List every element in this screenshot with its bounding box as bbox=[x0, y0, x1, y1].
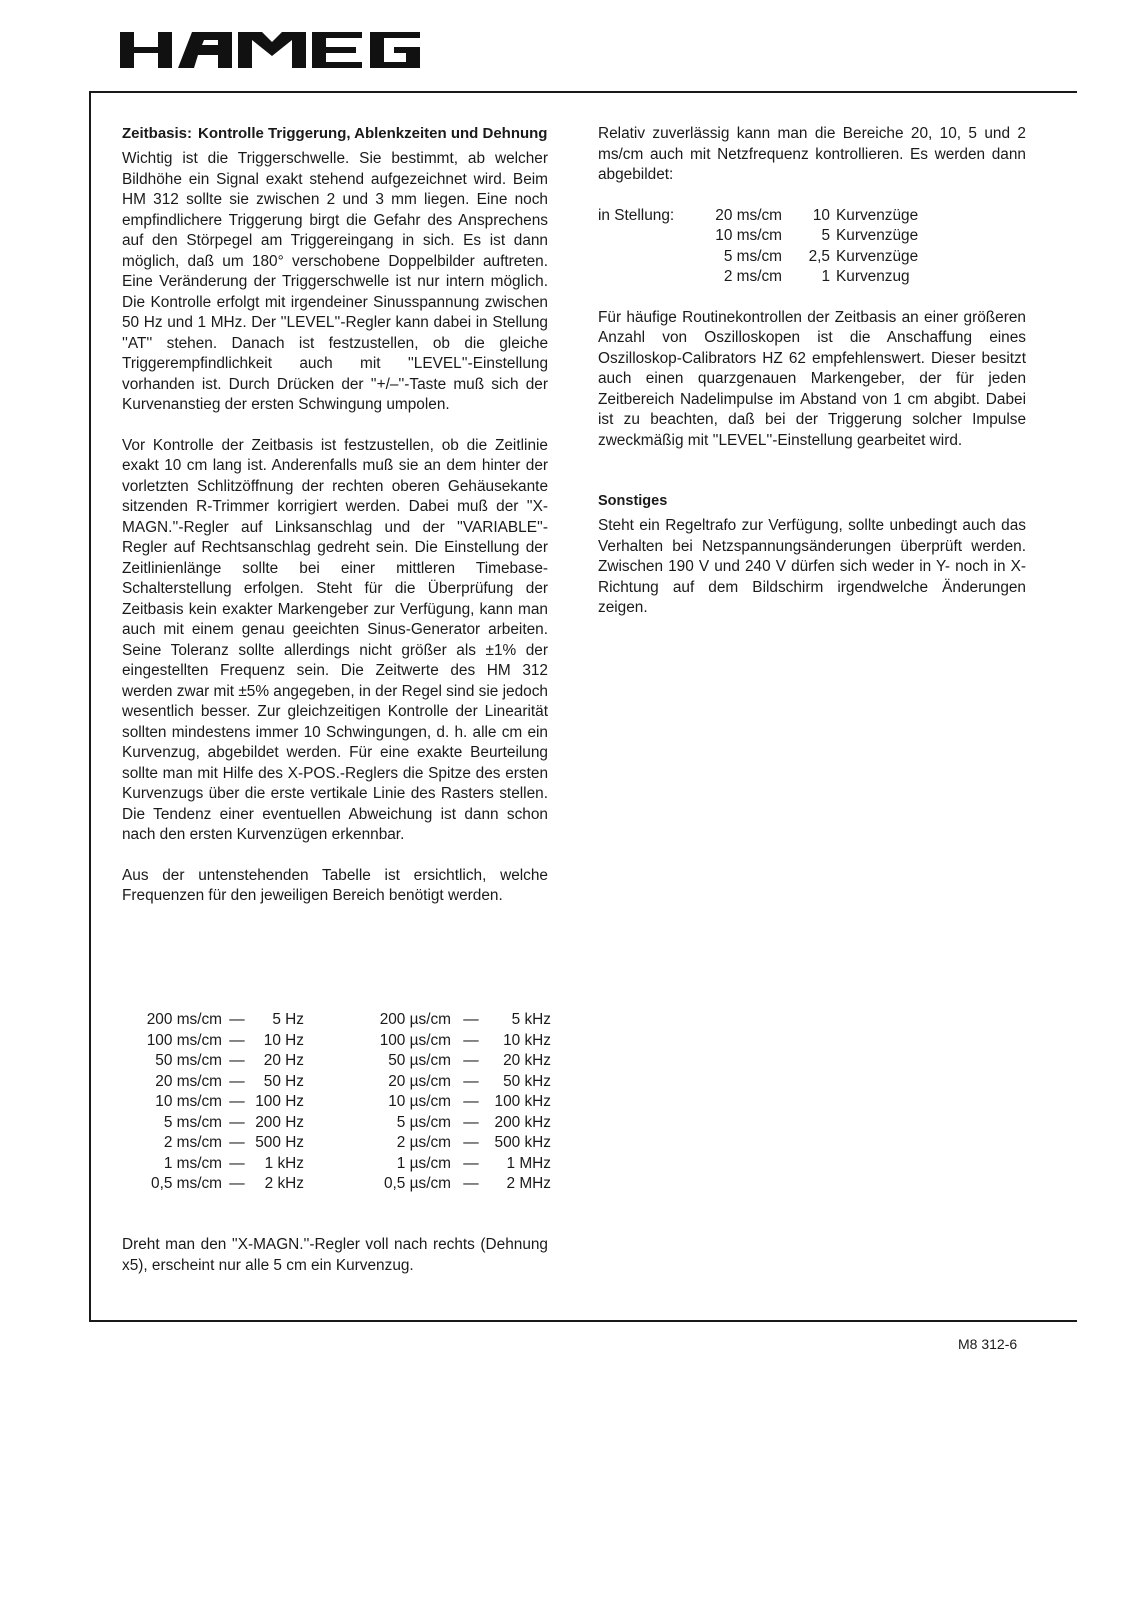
hameg-logo-icon bbox=[120, 32, 456, 68]
frequency-khz: 500 kHz bbox=[494, 1134, 551, 1151]
frequency-khz: 5 kHz bbox=[511, 1011, 551, 1028]
frequency-hz: 2 kHz bbox=[264, 1175, 304, 1192]
frequency-table bbox=[128, 1010, 551, 1195]
frequency-hz: 20 Hz bbox=[263, 1052, 304, 1069]
dash: — bbox=[229, 1093, 245, 1110]
timebase-us: 50 µs/cm bbox=[388, 1052, 451, 1069]
paragraph-x-magn: Dreht man den ''X-MAGN.''-Regler voll nach rechts (Dehnung x5), erscheint nur alle 5 cm ein Kurvenzug. bbox=[122, 1236, 548, 1274]
paragraph-netzfrequenz: Relativ zuverlässig kann man die Bereiche 20, 10, 5 und 2 ms/cm auch mit Netzfrequenz kontrollieren. Es werden dann abgebildet: bbox=[598, 125, 1026, 183]
timebase-ms: 200 ms/cm bbox=[146, 1011, 222, 1028]
timebase-ms: 2 ms/cm bbox=[163, 1134, 222, 1151]
paragraph-tabelle-intro: Aus der untenstehenden Tabelle ist ersichtlich, welche Frequenzen für den jeweiligen Bereich benötigt werden. bbox=[122, 866, 548, 904]
table-row bbox=[704, 206, 918, 227]
frequency-hz: 10 Hz bbox=[263, 1031, 304, 1049]
frequency-khz: 50 kHz bbox=[503, 1072, 551, 1090]
dash: — bbox=[229, 1052, 245, 1069]
stellung-unit: Kurvenzüge bbox=[836, 206, 919, 224]
dash: — bbox=[463, 1154, 479, 1172]
table-row bbox=[128, 1072, 551, 1093]
frequency-khz: 10 kHz bbox=[503, 1031, 551, 1049]
table-row bbox=[704, 226, 918, 247]
table-row bbox=[128, 1133, 551, 1154]
timebase-us: 10 µs/cm bbox=[388, 1093, 451, 1110]
dash: — bbox=[229, 1134, 245, 1151]
hameg-logo bbox=[120, 32, 456, 68]
stellung-setting: 20 ms/cm bbox=[715, 206, 782, 224]
paragraph-calibrator: Für häufige Routinekontrollen der Zeitbasis an einer größeren Anzahl von Oszilloskopen ist die Anschaffung eines Oszilloskop-Calibrators HZ 62 empfehlenswert. Dieser besitzt auch einen quarzgenauen Markengeber, der für jeden Zeitbereich Nadelimpulse im Abstand von 1 cm abgibt. Dabei ist zu beachten, daß bei der Triggerung solcher Impulse zweckmäßig mit ''LEVEL''-Einstellung gearbeitet wird. bbox=[598, 308, 1026, 449]
dash: — bbox=[463, 1113, 479, 1131]
frequency-khz: 1 MHz bbox=[506, 1154, 551, 1172]
frequency-hz: 200 Hz bbox=[255, 1113, 304, 1131]
frequency-hz: 50 Hz bbox=[263, 1072, 304, 1090]
right-column bbox=[598, 124, 1026, 619]
stellung-unit: Kurvenzüge bbox=[836, 247, 919, 265]
stellung-count: 1 bbox=[821, 268, 830, 285]
table-row bbox=[704, 267, 918, 288]
dash: — bbox=[229, 1175, 245, 1192]
frequency-hz: 500 Hz bbox=[255, 1134, 304, 1151]
timebase-us: 0,5 µs/cm bbox=[383, 1175, 451, 1192]
timebase-ms: 50 ms/cm bbox=[155, 1052, 222, 1069]
dash: — bbox=[463, 1011, 479, 1028]
paragraph-triggerschwelle: Wichtig ist die Triggerschwelle. Sie bestimmt, ab welcher Bildhöhe ein Signal exakt stehend aufgezeichnet wird. Beim HM 312 sollte sie zwischen 2 und 3 mm liegen. Eine noch empfindlichere Triggerung birgt die Gefahr des Ansprechens auf den Störpegel am Triggereingang in sich. Es ist dann möglich, daß um 180° verschobene Doppelbilder auftreten. Eine Veränderung der Triggerschwelle ist nur intern möglich. Die Kontrolle erfolgt mit irgendeiner Sinusspannung zwischen 50 Hz und 1 MHz. Der ''LEVEL''-Regler kann dabei in Stellung ''AT'' stehen. Danach ist festzustellen, ob die gleiche Triggerempfindlichkeit auch mit ''LEVEL''-Einstellung vorhanden ist. Durch Drücken der ''+/–''-Taste muß sich der Kurvenanstieg der ersten Schwingung umpolen. bbox=[122, 150, 548, 413]
paragraph-zeitbasis-kontrolle: Vor Kontrolle der Zeitbasis ist festzustellen, ob die Zeitlinie exakt 10 cm lang ist. Anderenfalls muß sie an dem hinter der vorletzten Schlitzöffnung der rechten oberen Gehäusekante sitzenden R-Trimmer korrigiert werden. Dabei muß der ''X-MAGN.''-Regler auf Linksanschlag und der ''VARIABLE''-Regler auf Rechtsanschlag gedreht sein. Die Einstellung der Zeitlinienlänge sollte bei einer mittleren Timebase-Schalterstellung erfolgen. Steht für die Überprüfung der Zeitbasis kein exakter Markengeber zur Verfügung, kann man auch mit einem genau geeichten Sinus-Generator arbeiten. Seine Toleranz sollte allerdings nicht größer als ±1% der eingestellten Frequenz sein. Die Zeitwerte des HM 312 werden zwar mit ±5% angegeben, in der Regel sind sie jedoch wesentlich besser. Zur gleichzeitigen Kontrolle der Linearität sollten mindestens immer 10 Schwingungen, d. h. alle cm ein Kurvenzug, abgebildet werden. Für eine exakte Beurteilung sollte man mit Hilfe des X-POS.-Reglers die Spitze des ersten Kurvenzugs über die erste vertikale Linie des Rasters stellen. Die Tendenz einer eventuellen Abweichung ist dann schon nach den ersten Kurvenzügen erkennbar. bbox=[122, 436, 548, 843]
frequency-khz: 200 kHz bbox=[494, 1113, 551, 1131]
table-row bbox=[128, 1174, 551, 1195]
frequency-khz: 2 MHz bbox=[506, 1175, 551, 1192]
timebase-ms: 1 ms/cm bbox=[163, 1154, 222, 1172]
table-row bbox=[128, 1154, 551, 1175]
stellung-label: in Stellung: bbox=[598, 206, 675, 224]
frame-bottom-rule bbox=[89, 1320, 1077, 1322]
table-row bbox=[128, 1031, 551, 1052]
timebase-ms: 10 ms/cm bbox=[155, 1093, 222, 1110]
frequency-hz: 100 Hz bbox=[255, 1093, 304, 1110]
frame-left-rule bbox=[89, 91, 91, 1321]
page-code: M8 312-6 bbox=[958, 1336, 1018, 1352]
timebase-us: 2 µs/cm bbox=[396, 1134, 451, 1151]
closing-block bbox=[122, 1235, 548, 1276]
timebase-us: 200 µs/cm bbox=[379, 1011, 451, 1028]
dash: — bbox=[463, 1093, 479, 1110]
timebase-ms: 20 ms/cm bbox=[155, 1072, 222, 1090]
paragraph-sonstiges: Steht ein Regeltrafo zur Verfügung, sollte unbedingt auch das Verhalten bei Netzspannungsänderungen überprüft werden. Zwischen 190 V und 240 V dürfen sich weder in Y- noch in X-Richtung auf dem Bildschirm irgendwelche Änderungen zeigen. bbox=[598, 517, 1026, 616]
stellung-unit: Kurvenzug bbox=[836, 268, 910, 285]
left-column bbox=[122, 124, 548, 907]
stellung-setting: 10 ms/cm bbox=[715, 227, 782, 244]
dash: — bbox=[463, 1031, 479, 1049]
stellung-count: 5 bbox=[821, 227, 830, 244]
table-row bbox=[128, 1092, 551, 1113]
table-row bbox=[128, 1010, 551, 1031]
frame-top-rule bbox=[89, 91, 1077, 93]
dash: — bbox=[229, 1154, 245, 1172]
dash: — bbox=[463, 1175, 479, 1192]
dash: — bbox=[463, 1052, 479, 1069]
frequency-khz: 20 kHz bbox=[503, 1052, 551, 1069]
stellung-setting: 5 ms/cm bbox=[723, 247, 782, 265]
table-row bbox=[704, 247, 918, 268]
dash: — bbox=[463, 1134, 479, 1151]
timebase-us: 1 µs/cm bbox=[396, 1154, 451, 1172]
dash: — bbox=[229, 1031, 245, 1049]
dash: — bbox=[229, 1113, 245, 1131]
dash: — bbox=[229, 1072, 245, 1090]
stellung-count: 10 bbox=[812, 206, 830, 224]
timebase-ms: 5 ms/cm bbox=[163, 1113, 222, 1131]
timebase-us: 20 µs/cm bbox=[388, 1072, 451, 1090]
heading-title: Kontrolle Triggerung, Ablenkzeiten und Dehnung bbox=[198, 125, 548, 142]
timebase-ms: 0,5 ms/cm bbox=[151, 1175, 222, 1192]
stellung-unit: Kurvenzüge bbox=[836, 227, 919, 244]
stellung-count: 2,5 bbox=[808, 247, 830, 265]
dash: — bbox=[463, 1072, 479, 1090]
table-row bbox=[128, 1113, 551, 1134]
heading-label: Zeitbasis: bbox=[122, 125, 193, 142]
frequency-hz: 1 kHz bbox=[264, 1154, 304, 1172]
table-row bbox=[128, 1051, 551, 1072]
stellung-setting: 2 ms/cm bbox=[723, 268, 782, 285]
dash: — bbox=[229, 1011, 245, 1028]
section-heading-zeitbasis bbox=[122, 124, 548, 144]
timebase-ms: 100 ms/cm bbox=[146, 1031, 222, 1049]
timebase-us: 5 µs/cm bbox=[396, 1113, 451, 1131]
frequency-khz: 100 kHz bbox=[494, 1093, 551, 1110]
timebase-us: 100 µs/cm bbox=[379, 1031, 451, 1049]
section-heading-sonstiges: Sonstiges bbox=[598, 493, 668, 509]
frequency-hz: 5 Hz bbox=[272, 1011, 304, 1028]
stellung-table bbox=[598, 206, 1026, 288]
